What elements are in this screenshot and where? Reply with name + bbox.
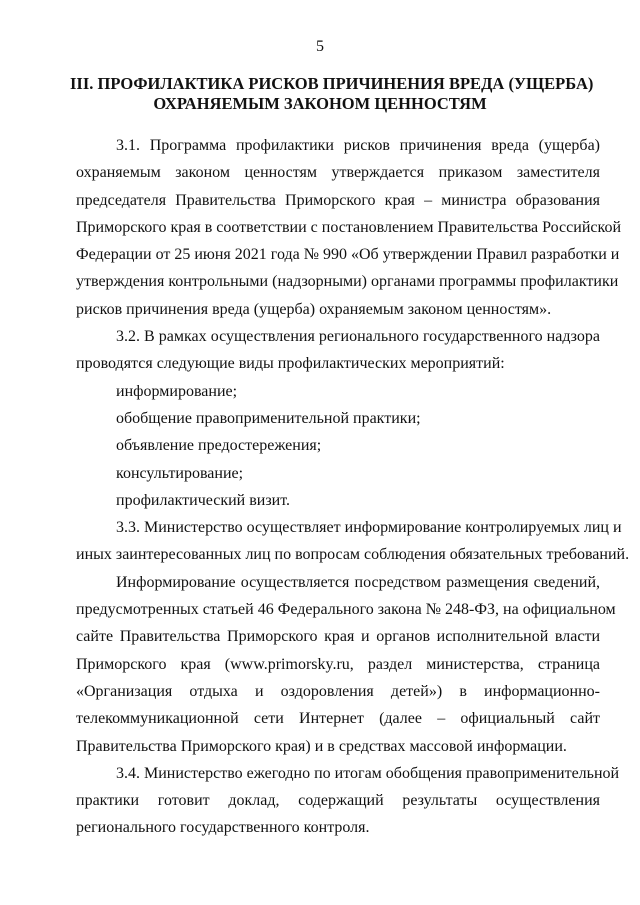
- paragraph-line: Информирование осуществляется посредством размещения сведений,: [116, 573, 600, 591]
- paragraph-line: Правительства Приморского края) и в средствах массовой информации.: [76, 737, 567, 755]
- page-number: 5: [316, 38, 324, 55]
- paragraph-line: председателя Правительства Приморского края – министра образования: [76, 191, 600, 209]
- paragraph-line: Приморского края в соответствии с постановлением Правительства Российской: [76, 218, 621, 236]
- paragraph-line: Приморского края (www.primorsky.ru, раздел министерства, страница: [76, 655, 600, 673]
- paragraph-line: 3.4. Министерство ежегодно по итогам обобщения правоприменительной: [116, 764, 620, 782]
- paragraph-line: 3.3. Министерство осуществляет информирование контролируемых лиц и: [116, 519, 622, 537]
- paragraph-line: утверждения контрольными (надзорными) органами программы профилактики: [76, 273, 619, 291]
- paragraph-line: регионального государственного контроля.: [76, 819, 370, 837]
- paragraph-line: рисков причинения вреда (ущерба) охраняемым законом ценностям».: [76, 300, 552, 318]
- paragraph-line: охраняемым законом ценностям утверждается приказом заместителя: [76, 164, 600, 182]
- document-body: [76, 132, 630, 842]
- list-item: обобщение правоприменительной практики;: [116, 409, 421, 427]
- paragraph-line: Федерации от 25 июня 2021 года № 990 «Об утверждении Правил разработки и: [76, 246, 620, 264]
- paragraph-line: иных заинтересованных лиц по вопросам соблюдения обязательных требований.: [76, 546, 630, 564]
- paragraph-line: 3.2. В рамках осуществления регионального государственного надзора: [116, 328, 600, 346]
- section-heading: [70, 74, 594, 114]
- paragraph-line: телекоммуникационной сети Интернет (далее – официальный сайт: [76, 710, 600, 728]
- paragraph-line: «Организация отдыха и оздоровления детей») в информационно-: [76, 682, 600, 700]
- paragraph-line: практики готовит доклад, содержащий результаты осуществления: [76, 792, 600, 810]
- list-item: объявление предостережения;: [116, 437, 322, 455]
- list-item: консультирование;: [116, 464, 244, 482]
- heading-line: ОХРАНЯЕМЫМ ЗАКОНОМ ЦЕННОСТЯМ: [153, 94, 487, 113]
- paragraph-line: 3.1. Программа профилактики рисков причинения вреда (ущерба): [116, 137, 600, 154]
- list-item: профилактический визит.: [116, 491, 291, 509]
- heading-line: III. ПРОФИЛАКТИКА РИСКОВ ПРИЧИНЕНИЯ ВРЕДА (УЩЕРБА): [70, 74, 594, 93]
- paragraph-line: предусмотренных статьей 46 Федерального закона № 248-ФЗ, на официальном: [76, 601, 616, 619]
- paragraph-line: сайте Правительства Приморского края и органов исполнительной власти: [76, 628, 600, 646]
- paragraph-line: проводятся следующие виды профилактических мероприятий:: [76, 355, 505, 373]
- list-item: информирование;: [116, 382, 238, 400]
